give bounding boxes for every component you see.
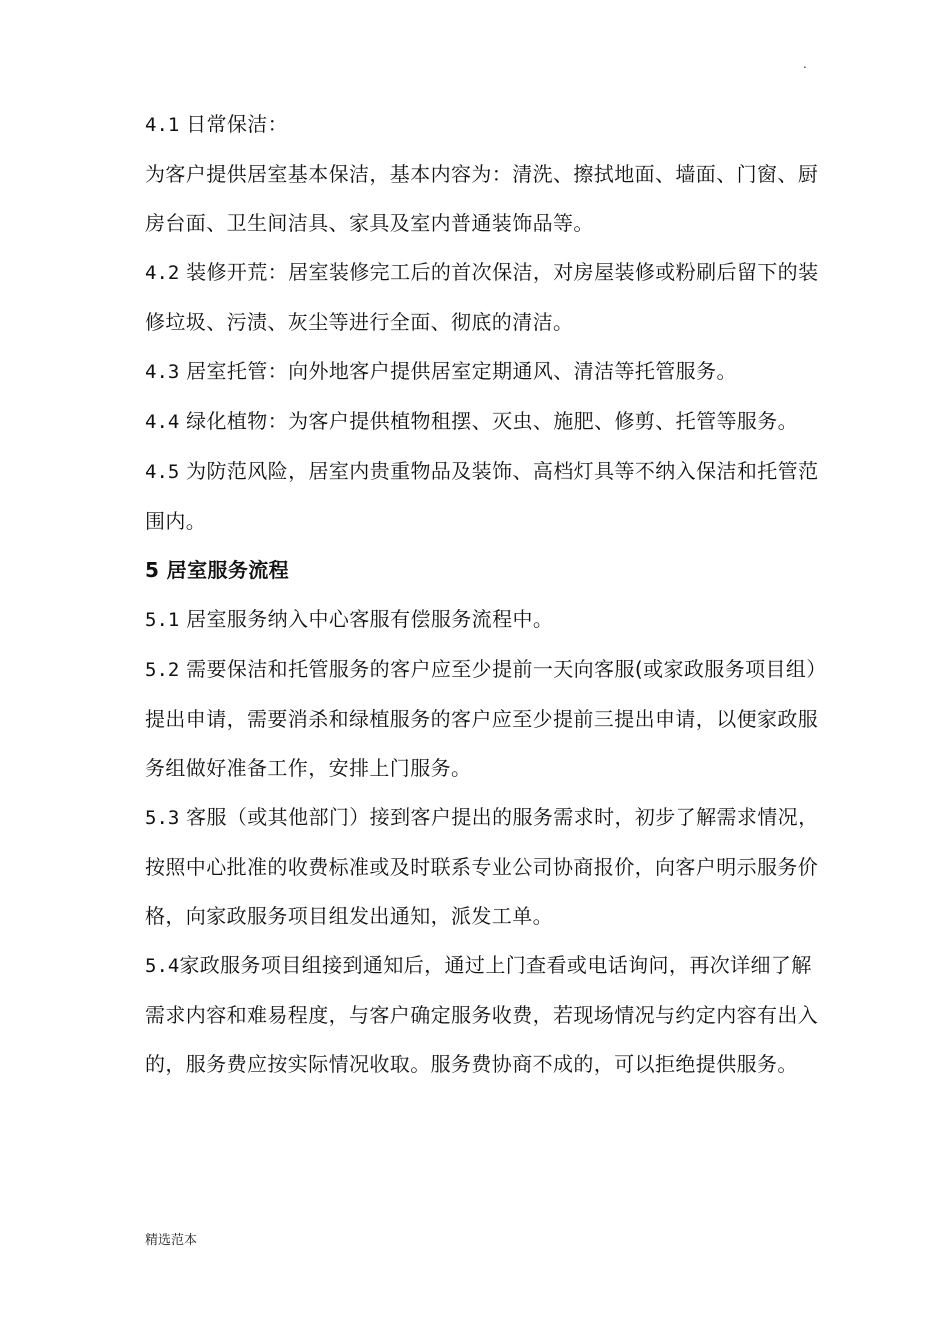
document-body	[145, 100, 825, 1089]
section-4-2: 4.2 装修开荒：居室装修完工后的首次保洁，对房屋装修或粉刷后留下的装修垃圾、污渍、灰尘等进行全面、彻底的清洁。	[145, 260, 819, 334]
section-4-5: 4.5 为防范风险，居室内贵重物品及装饰、高档灯具等不纳入保洁和托管范围内。	[145, 459, 819, 533]
footer-label: 精选范本	[145, 1233, 198, 1248]
section-5-heading: 5 居室服务流程	[145, 558, 290, 582]
section-5-1: 5.1 居室服务纳入中心客服有偿服务流程中。	[145, 607, 554, 631]
section-5-4: 5.4家政服务项目组接到通知后，通过上门查看或电话询问，再次详细了解需求内容和难易程度，与客户确定服务收费，若现场情况与约定内容有出入的，服务费应按实际情况收取。服务费协商不成的，可以拒绝提供服务。	[145, 953, 819, 1076]
section-4-1-body: 为客户提供居室基本保洁，基本内容为：清洗、擦拭地面、墙面、门窗、厨房台面、卫生间洁具、家具及室内普通装饰品等。	[145, 162, 819, 235]
section-5-2: 5.2 需要保洁和托管服务的客户应至少提前一天向客服(或家政服务项目组）提出申请，需要消杀和绿植服务的客户应至少提前三提出申请，以便家政服务组做好准备工作，安排上门服务。	[145, 657, 819, 780]
section-4-3: 4.3 居室托管：向外地客户提供居室定期通风、清洁等托管服务。	[145, 359, 737, 383]
section-4-1-title: 4.1 日常保洁：	[145, 112, 289, 136]
corner-mark: .	[803, 57, 807, 71]
section-4-4: 4.4 绿化植物：为客户提供植物租摆、灭虫、施肥、修剪、托管等服务。	[145, 409, 799, 433]
section-5-3: 5.3 客服（或其他部门）接到客户提出的服务需求时，初步了解需求情况，按照中心批准的收费标准或及时联系专业公司协商报价，向客户明示服务价格，向家政服务项目组发出通知，派发工单。	[145, 805, 819, 928]
